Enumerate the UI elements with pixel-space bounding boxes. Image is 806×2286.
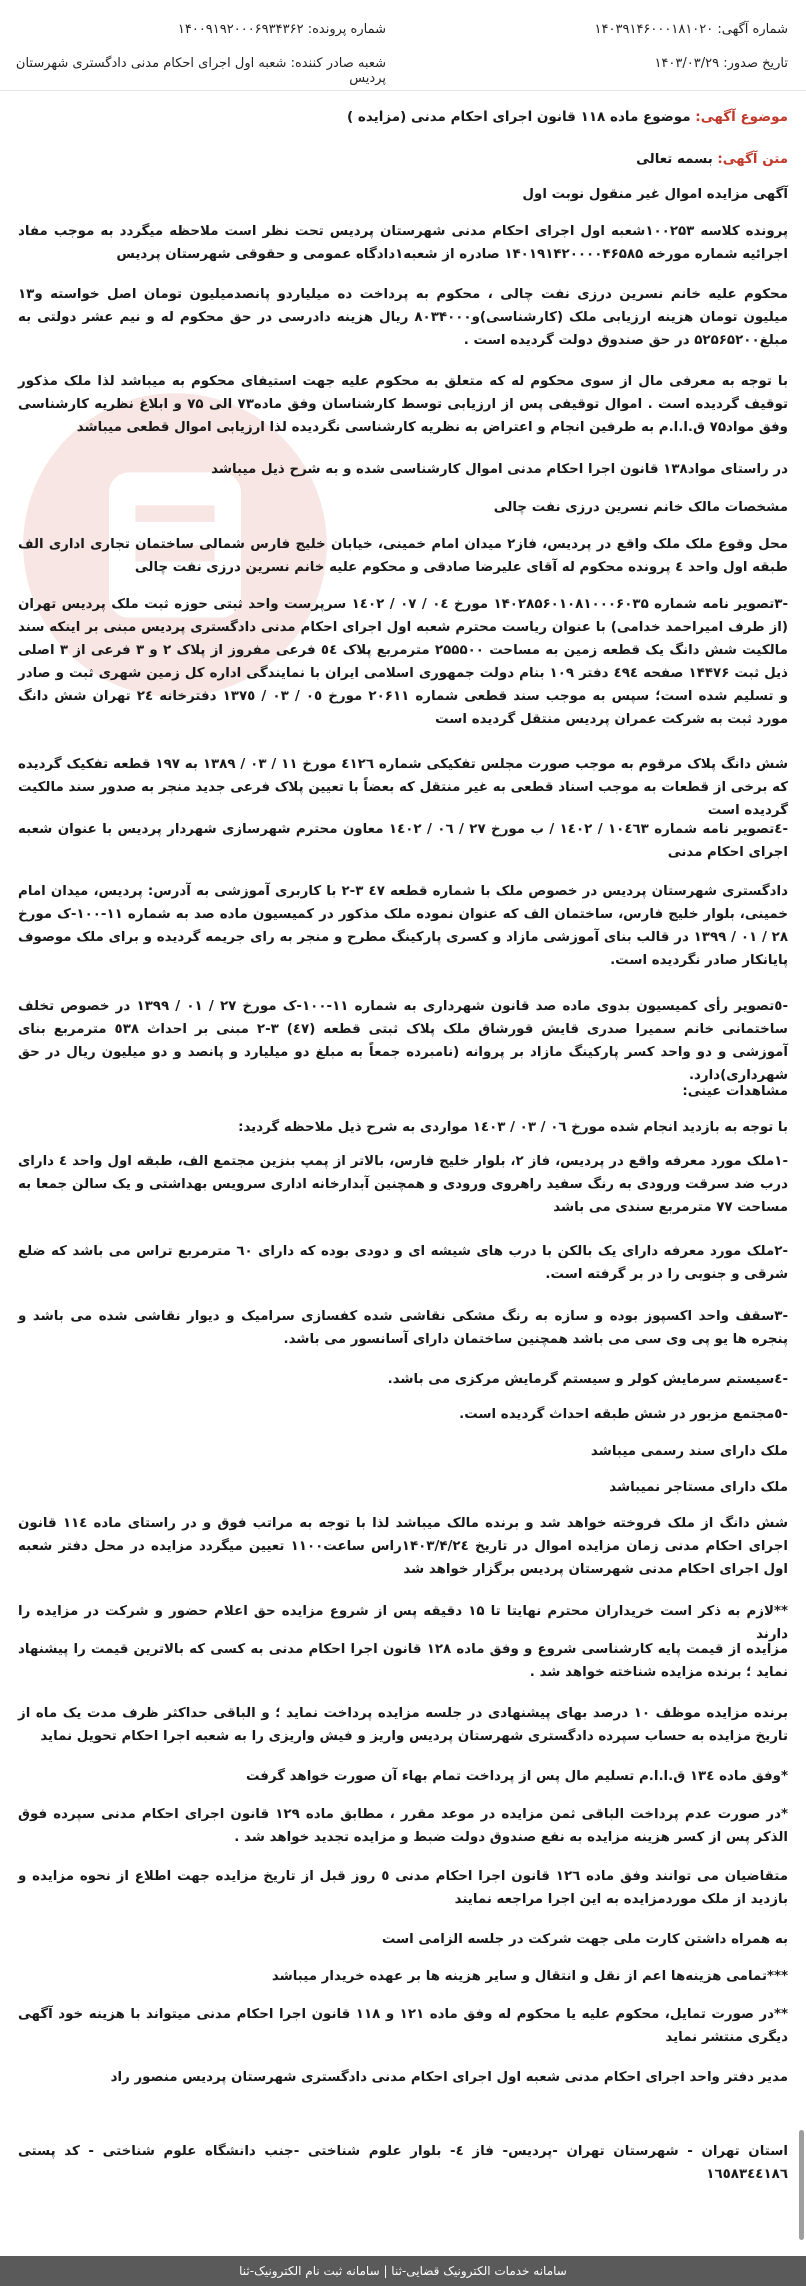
paragraph-3: محکوم علیه خانم نسرین درزی نفت چالی ، محکوم به پرداخت ده میلیاردو پانصدمیلیون تومان اصل خواسته و۱۳ میلیون تومان هزینه ارزیابی ملک (کارشناسی)و۸۰۳۴۰۰۰ ریال هزینه دادرسی در حق محکوم له و نیم عشر دولتی به مبلغ۵۲۵۶۵۲۰۰ در حق صندوق دولت گردیده است . — [18, 287, 788, 348]
paragraph-32: مدیر دفتر واحد اجرای احکام مدنی شعبه اول اجرای احکام مدنی دادگستری شهرستان پردیس منصور راد — [110, 2070, 788, 2085]
ad-number-row — [595, 22, 788, 37]
paragraph-0: بسمه تعالی — [636, 152, 713, 167]
paragraph-24: مزایده از قیمت پایه کارشناسی شروع و وفق ماده ۱۲۸ قانون اجرا احکام مدنی به کسی که بالاترین قیمت را پیشنهاد نماید ؛ برنده مزایده شناخته خواهد شد . — [18, 1642, 788, 1680]
issuing-branch-label: شعبه صادر کننده: — [290, 56, 386, 71]
subject-text: موضوع ماده ۱۱۸ قانون اجرای احکام مدنی (مزایده ) — [347, 109, 691, 125]
paragraph-2: پرونده کلاسه ۱۰۰۲۵۳شعبه اول اجرای احکام مدنی شهرستان پردیس تحت نظر است ملاحظه میگردد به موجب مفاد اجرائیه شماره مورخه ۱۴۰۱۹۱۴۲۰۰۰۰۴۶۵۸۵ صادره از شعبه۱دادگاه عمومی و حقوقی شهرستان پردیس — [18, 224, 789, 262]
paragraph-9: شش دانگ پلاک مرقوم به موجب صورت مجلس تفکیکی شماره ٤۱۲٦ مورخ ۱۱ / ٠٣ / ۱۳۸۹ به ۱۹۷ قطعه تفکیک گردیده که برخی از قطعات به موجب اسناد قطعی به غیر منتقل که بعضاً با تعیین پلاک فرعی جدید منجر به صدور سند مالکیت گردیده است — [18, 757, 789, 818]
issue-date-label: تاریخ صدور: — [723, 56, 788, 71]
paragraph-27: *در صورت عدم پرداخت الباقی ثمن مزایده در موعد مقرر ، مطابق ماده ۱۲۹ قانون اجرای احکام مدنی سپرده فوق الذکر پس از کسر هزینه مزایده به نفع صندوق دولت ضبط و مزایده تجدید خواهد شد . — [18, 1807, 788, 1845]
issuing-branch: شعبه اول اجرای احکام مدنی دادگستری شهرستان پردیس — [15, 56, 386, 86]
paragraph-10: -٤تصویر نامه شماره ۱۰٤٦۳ / ۱٤٠۲ / ب مورخ ۲۷ / ٠٦ / ۱٤٠۲ معاون محترم شهرسازی شهردار پردیس با عنوان شعبه اجرای احکام مدنی — [18, 822, 789, 860]
subject-label: موضوع آگهی: — [695, 109, 788, 125]
paragraph-28: متقاضیان می توانند وفق ماده ۱۲٦ قانون اجرا احکام مدنی ٥ روز قبل از تاریخ مزایده جهت اطلاع از نحوه مزایده و بازدید از ملک موردمزایده به این اجرا مراجعه نمایند — [18, 1869, 789, 1907]
paragraph-18: -٤سیستم سرمایش کولر و سیستم گرمایش مرکزی می باشد. — [387, 1372, 788, 1387]
paragraph-19: -٥مجتمع مزبور در شش طبقه احداث گردیده است. — [459, 1407, 788, 1422]
scrollbar-thumb[interactable] — [799, 2130, 804, 2240]
paragraph-16: -۲ملک مورد معرفه دارای یک بالکن با درب های شیشه ای و دودی بوده که دارای ٦٠ مترمربع تراس می باشد که ضلع شرقی و جنوبی را در بر گرفته است. — [18, 1244, 788, 1282]
paragraph-31: **در صورت تمایل، محکوم علیه یا محکوم له وفق ماده ۱۲۱ و ۱۱۸ قانون اجرا احکام مدنی میتواند با هزینه خود آگهی دیگری منتشر نماید — [18, 2007, 788, 2045]
ad-number-label: شماره آگهی: — [717, 22, 788, 37]
paragraph-30: ***تمامی هزینه‌ها اعم از نقل و انتقال و سایر هزینه ها بر عهده خریدار میباشد — [271, 1969, 788, 1984]
address-paragraph: استان تهران - شهرستان تهران -پردیس- فاز ٤- بلوار علوم شناختی -جنب دانشگاه علوم شناختی - کد پستی ۱٦٥٨۳٤٤۱٨٦ — [18, 2144, 788, 2182]
body-row — [18, 148, 788, 171]
case-number-row — [178, 22, 386, 37]
footer-text[interactable]: سامانه خدمات الکترونیک قضایی-ثنا | سامانه ثبت نام الکترونیک-ثنا — [239, 2264, 567, 2278]
paragraph-8: -۳تصویر نامه شماره ۱۴۰۲۸۵۶۰۱۰۸۱۰۰۰۶۰۳۵ مورخ ٠٤ / ٠٧ / ١٤٠٢ سرپرست واحد ثبتی حوزه ثبت ملک پردیس تهران (از طرف امیراحمد خدامی) با عنوان ریاست محترم شعبه اول اجرای احکام مدنی دادگستری پردیس مبنی بر اینکه سند مالکیت شش دانگ یک قطعه زمین به مساحت ۲۵۵۵۰۰ مترمربع پلاک ٥٤ فرعی مفروز از پلاک ۲ و ۳ فرعی از ۳ اصلی ذیل ثبت ۱۴۴۷۶ صفحه ٤٩٤ دفتر ۱۰۹ بنام دولت جمهوری اسلامی ایران با نمایندگی اداره کل زمین شهری ثبت و صادر و تسلیم شده است؛ سپس به موجب سند قطعی شماره ۲۰۶۱۱ مورخ ٠٥ / ٠٣ / ۱۳۷٥ دفترخانه ۲٤ تهران شش دانگ مورد ثبت به شرکت عمران پردیس منتقل گردیده است — [18, 597, 789, 727]
body-label: متن آگهی: — [717, 152, 788, 167]
case-number: ۱۴۰۰۹۱۹۲۰۰۰۶۹۳۴۳۶۲ — [177, 22, 304, 37]
paragraph-13: مشاهدات عینی: — [682, 1084, 788, 1099]
issue-date-row — [654, 56, 788, 71]
header-divider — [0, 90, 806, 91]
paragraph-23: **لازم به ذکر است خریداران محترم نهایتا تا ۱۵ دقیقه پس از شروع مزایده حق اعلام حضور و شرکت در مزایده را دارند — [18, 1604, 788, 1642]
paragraph-26: *وفق ماده ۱۳٤ ق.ا.ا.م تسلیم مال پس از پرداخت تمام بهاء آن صورت خواهد گرفت — [245, 1769, 788, 1784]
paragraph-6: مشخصات مالک خانم نسرین درزی نفت چالی — [493, 500, 788, 515]
case-number-label: شماره پرونده: — [307, 22, 386, 37]
paragraph-21: ملک دارای مستاجر نمیباشد — [609, 1480, 788, 1495]
paragraph-22: شش دانگ از ملک فروخته خواهد شد و برنده مالک میباشد لذا با توجه به مراتب فوق و در راستای ماده ۱۱٤ قانون اجرای احکام مدنی زمان مزایده اموال در تاریخ ۱۴۰۳/۴/۲٤راس ساعت۱۱۰۰ تعیین میگردد مزایده در محل دفتر شعبه اول اجرای احکام مدنی شهرستان پردیس برگزار خواهد شد — [18, 1516, 789, 1577]
paragraph-17: -۳سقف واحد اکسپوز بوده و سازه به رنگ مشکی نقاشی شده کفسازی سرامیک و دیوار نقاشی شده می باشد و پنجره ها یو پی وی سی می باشد همچنین ساختمان دارای آسانسور می باشد. — [18, 1309, 788, 1347]
paragraph-12: -٥تصویر رأی کمیسیون بدوی ماده صد قانون شهرداری به شماره ۱۱-۱۰۰-ک مورخ ۲۷ / ٠۱ / ۱۳۹۹ در خصوص تخلف ساختمانی خانم سمیرا صدری قایش قورشاق ملک پلاک ثبتی قطعه (٤٧) ۳-۲ مبنی بر احداث ٥٣٨ مترمربع بنای آموزشی و دو واحد کسر پارکینگ مازاد بر پروانه (نامبرده جمعاً به مبلغ دو میلیارد و پانصد و دو میلیون ریال در حق شهرداری)دارد. — [18, 999, 789, 1083]
paragraph-14: با توجه به بازدید انجام شده مورخ ٠٦ / ٠۳ / ۱٤٠۳ مواردی به شرح ذیل ملاحظه گردید: — [238, 1120, 788, 1135]
paragraph-25: برنده مزایده موظف ۱۰ درصد بهای پیشنهادی در جلسه مزایده پرداخت نماید ؛ و الباقی حداکثر ظرف مدت یک ماه از تاریخ مزایده به حساب سپرده دادگستری شهرستان پردیس واریز و فیش واریزی را به شعبه اجرا احکام تحویل نماید — [18, 1706, 788, 1744]
subject-row — [18, 106, 788, 129]
ad-number: ۱۴۰۳۹۱۴۶۰۰۰۱۸۱۰۲۰ — [594, 22, 714, 37]
paragraph-1: آگهی مزایده اموال غیر منقول نوبت اول — [522, 187, 788, 202]
paragraph-29: به همراه داشتن کارت ملی جهت شرکت در جلسه الزامی است — [381, 1932, 788, 1947]
issue-date: ۱۴۰۳/۰۳/۲۹ — [654, 56, 720, 71]
paragraph-4: با توجه به معرفی مال از سوی محکوم له که متعلق به محکوم علیه جهت استیفای محکوم به میباشد لذا ملک مذکور توقیف گردیده است . اموال توقیفی پس از ارزیابی توسط کارشناسان وفق ماده۷۳ الی ۷۵ و ابلاغ نظریه کارشناسی وفق مواد۷۵ ق.ا.ا.م به طرفین انجام و اعتراض به نظریه کارشناسی نگردیده لذا ارزیابی اموال قطعی میباشد — [18, 374, 788, 435]
issuing-branch-row — [0, 56, 386, 86]
paragraph-15: -۱ملک مورد معرفه واقع در پردیس، فاز ۲، بلوار خلیج فارس، بالاتر از پمپ بنزین مجتمع الف، طبقه اول واحد ٤ دارای درب ضد سرقت ورودی به رنگ سفید راهروی ورودی و همچنین آبدارخانه اداری سرویس بهداشتی و یک سالن جمعا به مساحت ۷۷ مترمربع سندی می باشد — [18, 1154, 788, 1215]
paragraph-20: ملک دارای سند رسمی میباشد — [590, 1444, 788, 1459]
paragraph-7: محل وقوع ملک ملک واقع در پردیس، فاز۲ میدان امام خمینی، خیابان خلیج فارس شمالی ساختمان تجاری اداری الف طبقه اول واحد ٤ پرونده محکوم له آقای علیرضا صادقی و محکوم علیه خانم نسرین درزی نفت چالی — [18, 537, 788, 575]
site-footer — [0, 2256, 806, 2286]
paragraph-5: در راستای مواد۱۳۸ قانون اجرا احکام مدنی اموال کارشناسی شده و به شرح ذیل میباشد — [211, 462, 788, 477]
paragraph-11: دادگستری شهرستان پردیس در خصوص ملک با شماره قطعه ٤٧ ۳-۲ با کاربری آموزشی به آدرس: پردیس، میدان امام خمینی، بلوار خلیج فارس، ساختمان الف که عنوان نموده ملک مذکور در کمیسیون ماده صد به شماره ۱۱-۱۰۰-ک مورخ ۲۸ / ٠۱ / ۱۳۹۹ در قالب بنای آموزشی مازاد و کسری پارکینگ مطرح و منجر به رای جریمه گردیده و برای ملک موصوف پایانکار صادر نگردیده است. — [18, 884, 789, 968]
